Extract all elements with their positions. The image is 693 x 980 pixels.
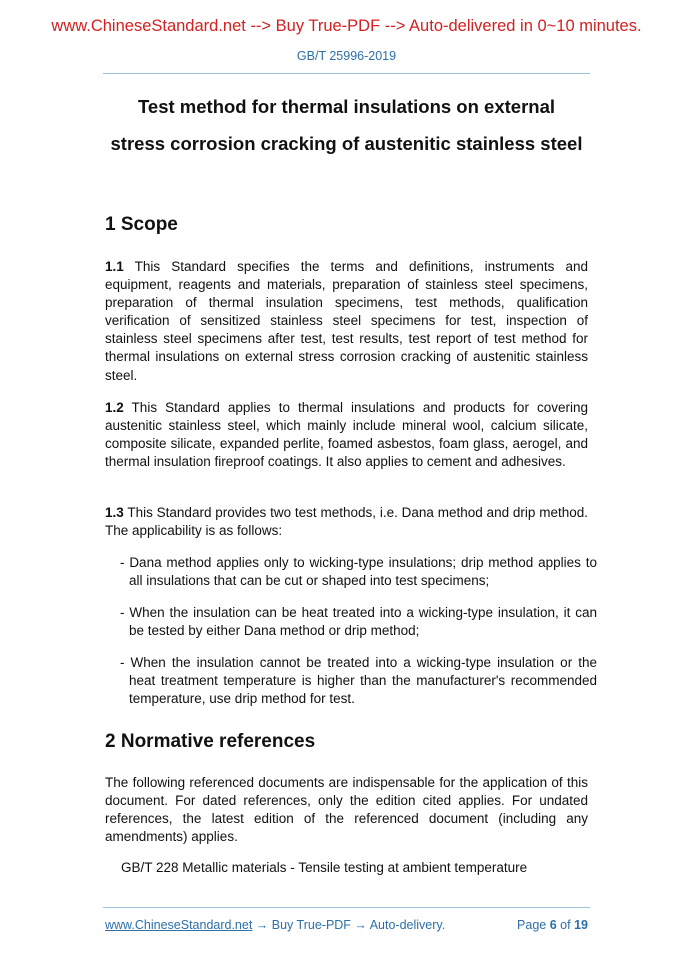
page-number: 6	[549, 918, 557, 932]
clause-text: This Standard specifies the terms and definitions, instruments and equipment, reagents and materials, preparation of stainless steel specimens, preparation of thermal insulation specimens, test methods, qualification verification of sensitized stainless steel specimens for test, inspection of stainless steel specimens after test, test results, test report of test method for thermal insulations on external stress corrosion cracking of austenitic stainless steel.	[105, 259, 588, 383]
document-title-line-1: Test method for thermal insulations on external	[138, 96, 555, 117]
header-divider	[103, 73, 590, 74]
clause-number: 1.3	[105, 505, 124, 520]
section-heading-scope: 1 Scope	[105, 214, 178, 235]
list-item: - When the insulation cannot be treated into a wicking-type insulation or the heat treatment temperature is higher than the manufacturer's recommended temperature, use drip method for test.	[120, 655, 597, 707]
footer-link[interactable]: www.ChineseStandard.net	[105, 918, 253, 932]
clause-1-1	[105, 258, 588, 385]
clause-1-2	[105, 399, 588, 471]
page-total: 19	[574, 918, 588, 932]
section-heading-normative-references: 2 Normative references	[105, 731, 316, 752]
promo-banner[interactable]: www.ChineseStandard.net --> Buy True-PDF --> Auto-delivered in 0~10 minutes.	[51, 17, 642, 35]
page-footer	[105, 918, 588, 932]
clause-text: This Standard applies to thermal insulations and products for covering austenitic stainless steel, which mainly include mineral wool, calcium silicate, composite silicate, expanded perlite, foamed asbestos, foam glass, aerogel, and thermal insulation fireproof coatings. It also applies to cement and adhesives.	[105, 400, 588, 470]
normative-intro: The following referenced documents are indispensable for the application of this document. For dated references, only the edition cited applies. For undated references, the latest edition of the referenced document (including any amendments) applies.	[105, 775, 588, 845]
page-indicator	[517, 918, 588, 932]
footer-tagline: → Buy True-PDF → Auto-delivery.	[252, 918, 446, 932]
reference-item: GB/T 228 Metallic materials - Tensile testing at ambient temperature	[121, 860, 528, 875]
clause-1-3	[105, 504, 588, 540]
clause-text: This Standard provides two test methods, i.e. Dana method and drip method. The applicability is as follows:	[105, 505, 588, 539]
list-item: - Dana method applies only to wicking-type insulations; drip method applies to all insulations that can be cut or shaped into test specimens;	[120, 555, 597, 589]
document-id: GB/T 25996-2019	[296, 49, 397, 63]
page-label: Page	[517, 918, 547, 932]
footer-divider	[103, 907, 590, 908]
document-title-line-2: stress corrosion cracking of austenitic stainless steel	[110, 133, 583, 154]
clause-number: 1.2	[105, 400, 124, 415]
of-label: of	[560, 918, 571, 932]
list-item: - When the insulation can be heat treated into a wicking-type insulation, it can be tested by either Dana method or drip method;	[120, 605, 597, 639]
clause-number: 1.1	[105, 259, 124, 274]
